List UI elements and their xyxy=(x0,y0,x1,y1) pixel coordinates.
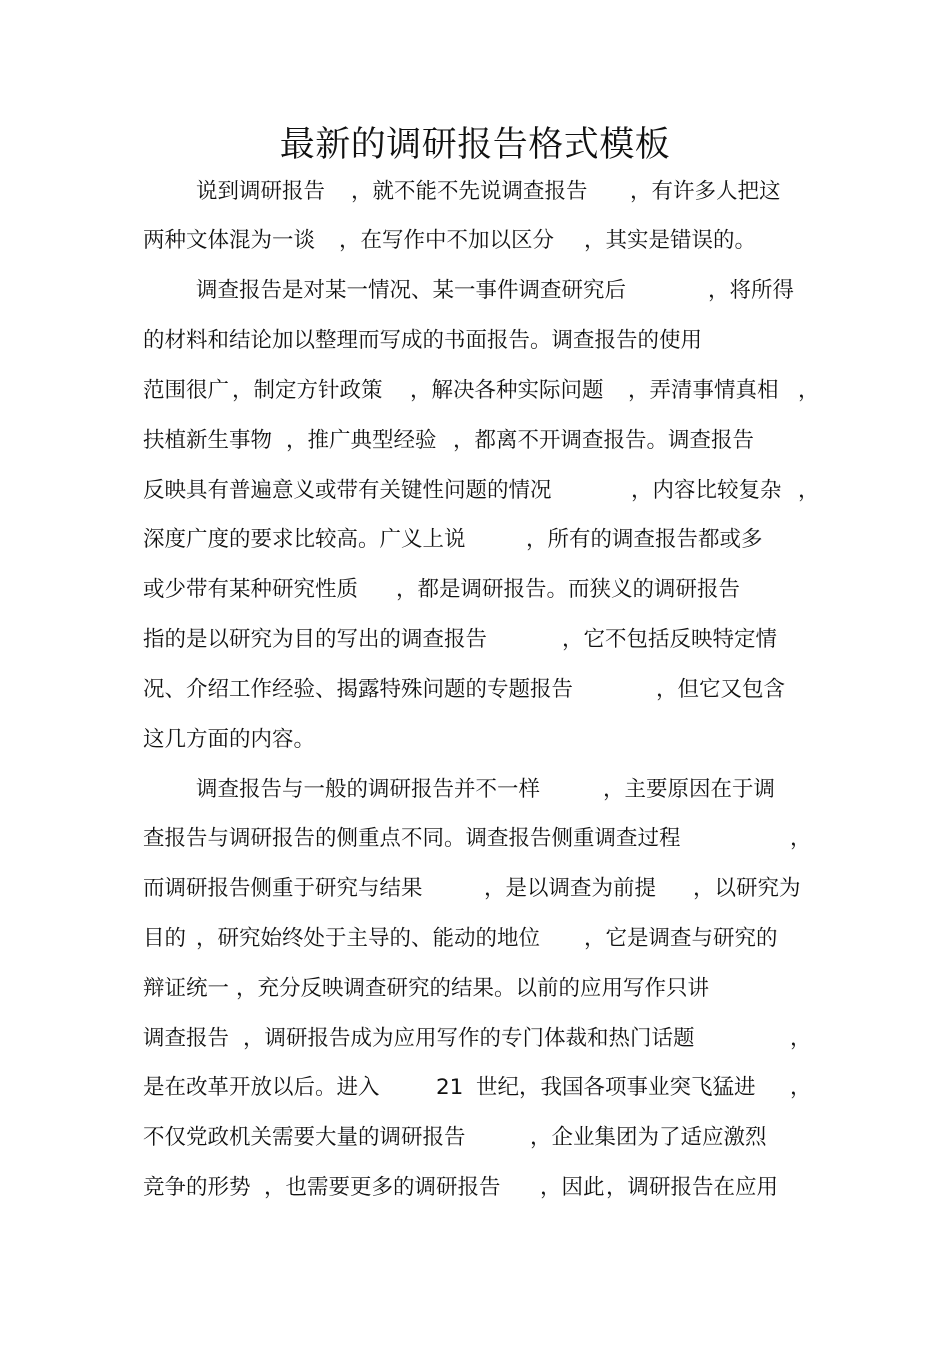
text-segment: ，就不能不先说调查报告 xyxy=(351,179,588,204)
text-line xyxy=(0,266,950,316)
text-segment: 范围很广 xyxy=(143,378,230,403)
text-segment: ， xyxy=(790,826,812,851)
text-segment: ，解决各种实际问题 xyxy=(410,378,604,403)
text-line xyxy=(0,814,950,864)
text-segment: 指的是以研究为目的写出的调查报告 xyxy=(143,627,488,652)
text-segment: ，有许多人把这 xyxy=(630,179,781,204)
text-line xyxy=(0,216,950,266)
text-segment: ， xyxy=(798,478,820,503)
text-line xyxy=(0,366,950,416)
text-segment: ，将所得 xyxy=(708,278,795,303)
text-line xyxy=(0,665,950,715)
text-segment: ，因此 xyxy=(540,1175,605,1200)
text-segment: 是在改革开放以后。进入 xyxy=(143,1075,380,1100)
text-line xyxy=(0,565,950,615)
text-segment: ，在写作中不加以区分 xyxy=(339,228,555,253)
text-segment: ，制定方针政策 xyxy=(232,378,383,403)
text-segment: ， xyxy=(790,1026,812,1051)
text-segment: 的材料和结论加以整理而写成的书面报告。调查报告的使用 xyxy=(143,328,703,353)
text-segment: ，研究始终处于主导的、能动的地位 xyxy=(196,926,541,951)
text-line xyxy=(0,316,950,366)
text-line xyxy=(0,515,950,565)
text-line xyxy=(0,416,950,466)
text-segment: 辩证统一 xyxy=(143,976,230,1001)
text-segment: 不仅党政机关需要大量的调研报告 xyxy=(143,1125,466,1150)
text-segment: ，是以调查为前提 xyxy=(484,876,657,901)
text-segment: ，我国各项事业突飞猛进 xyxy=(519,1075,756,1100)
text-segment: ，调研报告在应用 xyxy=(606,1175,779,1200)
text-segment: 深度广度的要求比较高。广义上说 xyxy=(143,527,466,552)
text-segment: ，主要原因在于调 xyxy=(603,777,776,802)
text-segment: ，内容比较复杂 xyxy=(631,478,782,503)
text-segment: ， xyxy=(790,1075,812,1100)
text-segment: 两种文体混为一谈 xyxy=(143,228,316,253)
text-line xyxy=(0,765,950,815)
text-segment: 扶植新生事物 xyxy=(143,428,273,453)
text-line xyxy=(0,1014,950,1064)
text-segment: ，调研报告成为应用写作的专门体裁和热门话题 xyxy=(243,1026,695,1051)
text-segment: ，都是调研报告。而狭义的调研报告 xyxy=(396,577,741,602)
text-segment: 而调研报告侧重于研究与结果 xyxy=(143,876,423,901)
text-segment: 调查报告 xyxy=(143,1026,230,1051)
text-segment: 这几方面的内容。 xyxy=(143,727,316,752)
text-line xyxy=(0,914,950,964)
text-line xyxy=(0,1063,950,1113)
text-line xyxy=(0,864,950,914)
text-segment: ，推广典型经验 xyxy=(286,428,437,453)
text-segment: ，它不包括反映特定情 xyxy=(562,627,778,652)
text-segment: ，弄清事情真相 xyxy=(628,378,779,403)
text-segment: 21 xyxy=(436,1075,464,1100)
text-segment: ，企业集团为了适应激烈 xyxy=(530,1125,767,1150)
text-segment: 或少带有某种研究性质 xyxy=(143,577,359,602)
text-segment: ，所有的调查报告都或多 xyxy=(526,527,763,552)
text-segment: 况、介绍工作经验、揭露特殊问题的专题报告 xyxy=(143,677,574,702)
text-segment: ，也需要更多的调研报告 xyxy=(264,1175,501,1200)
text-segment: ，都离不开调查报告。调查报告 xyxy=(453,428,755,453)
text-segment: 说到调研报告 xyxy=(196,179,326,204)
text-segment: 世纪 xyxy=(476,1075,520,1100)
text-line xyxy=(0,1113,950,1163)
text-line xyxy=(0,964,950,1014)
text-segment: 目的 xyxy=(143,926,187,951)
text-segment: ，但它又包含 xyxy=(656,677,786,702)
text-segment: ， xyxy=(798,378,820,403)
text-line xyxy=(0,1163,950,1213)
document-title: 最新的调研报告格式模板 xyxy=(279,125,671,165)
text-segment: ，它是调查与研究的 xyxy=(584,926,778,951)
text-segment: 查报告与调研报告的侧重点不同。调查报告侧重调查过程 xyxy=(143,826,681,851)
text-line xyxy=(0,615,950,665)
text-line xyxy=(0,466,950,516)
text-segment: ，以研究为 xyxy=(693,876,801,901)
text-segment: 反映具有普遍意义或带有关键性问题的情况 xyxy=(143,478,552,503)
text-line xyxy=(0,715,950,765)
text-segment: 调查报告是对某一情况、某一事件调查研究后 xyxy=(196,278,627,303)
text-segment: ，充分反映调查研究的结果。以前的应用写作只讲 xyxy=(236,976,710,1001)
text-line xyxy=(0,167,950,217)
text-segment: 调查报告与一般的调研报告并不一样 xyxy=(196,777,541,802)
text-segment: ，其实是错误的。 xyxy=(584,228,757,253)
text-segment: 竞争的形势 xyxy=(143,1175,251,1200)
